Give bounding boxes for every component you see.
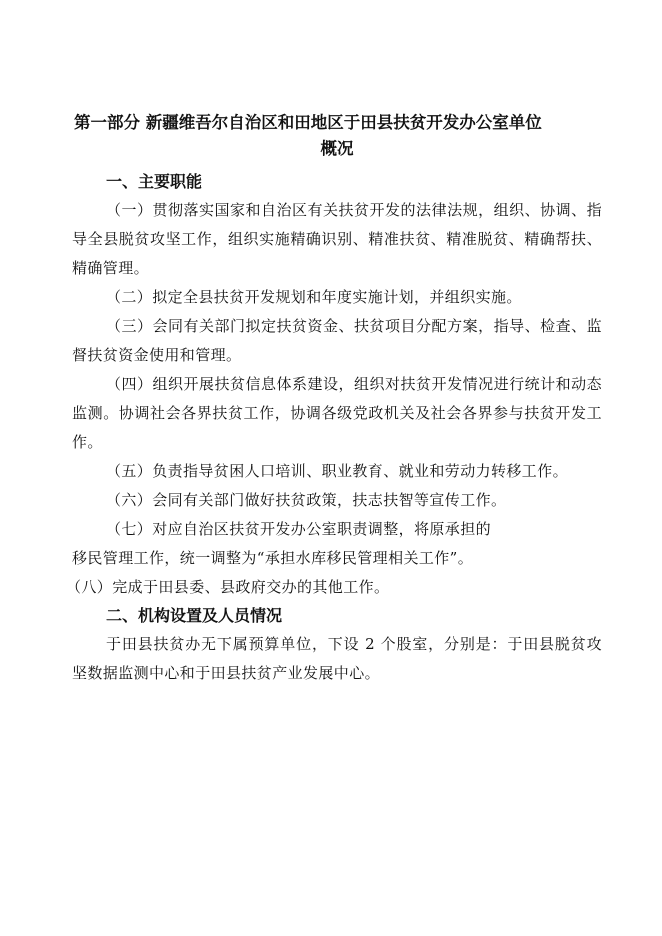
function-item-5: （五）负责指导贫困人口培训、职业教育、就业和劳动力转移工作。 (106, 462, 569, 480)
title-line-1: 第一部分 新疆维吾尔自治区和田地区于田县扶贫开发办公室单位 (74, 113, 542, 132)
document-page (66, 110, 602, 688)
section-heading-main-functions: 一、主要职能 (106, 172, 203, 191)
function-item-3: （三）会同有关部门拟定扶贫资金、扶贫项目分配方案，指导、检查、监督扶贫资金使用和管理。 (72, 317, 602, 364)
function-item-7-continuation: 移民管理工作，统一调整为“承担水库移民管理相关工作”。 (72, 549, 474, 567)
function-item-2: （二）拟定全县扶贫开发规划和年度实施计划，并组织实施。 (106, 288, 522, 306)
function-item-8: （八）完成于田县委、县政府交办的其他工作。 (66, 578, 390, 596)
organization-body: 于田县扶贫办无下属预算单位，下设 2 个股室，分别是：于田县脱贫攻坚数据监测中心和于田县扶贫产业发展中心。 (72, 635, 602, 682)
function-item-4: （四）组织开展扶贫信息体系建设，组织对扶贫开发情况进行统计和动态监测。协调社会各界扶贫工作，协调各级党政机关及社会各界参与扶贫开发工作。 (72, 375, 602, 451)
function-item-7: （七）对应自治区扶贫开发办公室职责调整，将原承担的 (106, 520, 492, 538)
section-heading-organization: 二、机构设置及人员情况 (106, 606, 283, 625)
function-item-6: （六）会同有关部门做好扶贫政策，扶志扶智等宣传工作。 (106, 491, 507, 509)
document-title (72, 110, 602, 162)
function-item-1: （一）贯彻落实国家和自治区有关扶贫开发的法律法规，组织、协调、指导全县脱贫攻坚工作，组织实施精确识别、精准扶贫、精准脱贫、精确帮扶、精确管理。 (72, 201, 602, 277)
title-line-2: 概况 (320, 139, 354, 158)
